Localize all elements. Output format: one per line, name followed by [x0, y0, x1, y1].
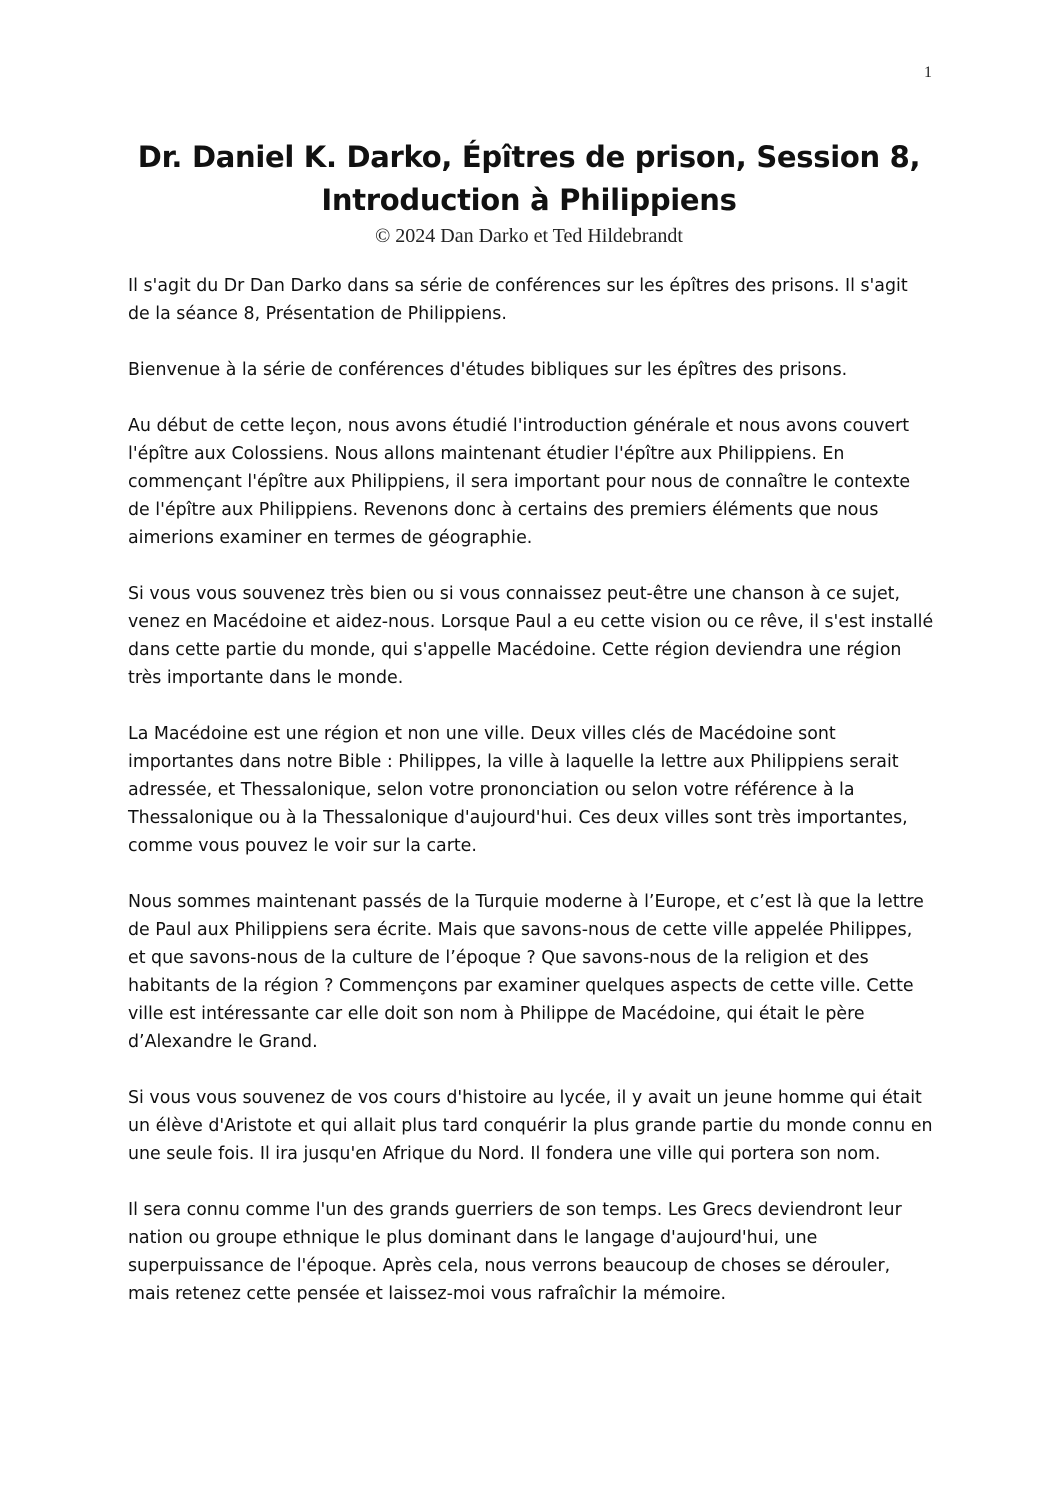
paragraph: Il sera connu comme l'un des grands guerriers de son temps. Les Grecs deviendront leur nation ou groupe ethnique le plus dominant dans le langage d'aujourd'hui, une superpuissance de l'époque. Après cela, nous verrons beaucoup de choses se dérouler, mais retenez cette pensée et laissez-moi vous rafraîchir la mémoire. — [128, 1200, 902, 1304]
paragraph: Si vous vous souvenez de vos cours d'histoire au lycée, il y avait un jeune homme qui était un élève d'Aristote et qui allait plus tard conquérir la plus grande partie du monde connu en une seule fois. Il ira jusqu'en Afrique du Nord. Il fondera une ville qui portera son nom. — [128, 1088, 933, 1164]
paragraph: La Macédoine est une région et non une ville. Deux villes clés de Macédoine sont importantes dans notre Bible : Philippes, la ville à laquelle la lettre aux Philippiens serait adressée, et Thessalonique, selon votre prononciation ou selon votre référence à la Thessalonique ou à la Thessalonique d'aujourd'hui. Ces deux villes sont très importantes, comme vous pouvez le voir sur la carte. — [128, 724, 908, 856]
paragraph: Bienvenue à la série de conférences d'études bibliques sur les épîtres des prisons. — [128, 360, 848, 380]
page-number: 1 — [924, 64, 932, 81]
document-title: Dr. Daniel K. Darko, Épîtres de prison, Session 8, Introduction à Philippiens — [137, 140, 921, 217]
paragraph: Au début de cette leçon, nous avons étudié l'introduction générale et nous avons couvert l'épître aux Colossiens. Nous allons maintenant étudier l'épître aux Philippiens. En commençant l'épître aux Philippiens, il sera important pour nous de connaître le contexte de l'épître aux Philippiens. Revenons donc à certains des premiers éléments que nous aimerions examiner en termes de géographie. — [128, 416, 911, 548]
title-block — [120, 136, 938, 248]
paragraph: Il s'agit du Dr Dan Darko dans sa série de conférences sur les épîtres des prisons. Il s'agit de la séance 8, Présentation de Philippiens. — [128, 276, 908, 324]
paragraph: Nous sommes maintenant passés de la Turquie moderne à l’Europe, et c’est là que la lettre de Paul aux Philippiens sera écrite. Mais que savons-nous de cette ville appelée Philippes, et que savons-nous de la culture de l’époque ? Que savons-nous de la religion et des habitants de la région ? Commençons par examiner quelques aspects de cette ville. Cette ville est intéressante car elle doit son nom à Philippe de Macédoine, qui était le père d’Alexandre le Grand. — [128, 892, 924, 1052]
copyright-line: © 2024 Dan Darko et Ted Hildebrandt — [375, 225, 683, 247]
document-body — [128, 272, 934, 1336]
paragraph: Si vous vous souvenez très bien ou si vous connaissez peut-être une chanson à ce sujet, venez en Macédoine et aidez-nous. Lorsque Paul a eu cette vision ou ce rêve, il s'est installé dans cette partie du monde, qui s'appelle Macédoine. Cette région deviendra une région très importante dans le monde. — [128, 584, 934, 688]
